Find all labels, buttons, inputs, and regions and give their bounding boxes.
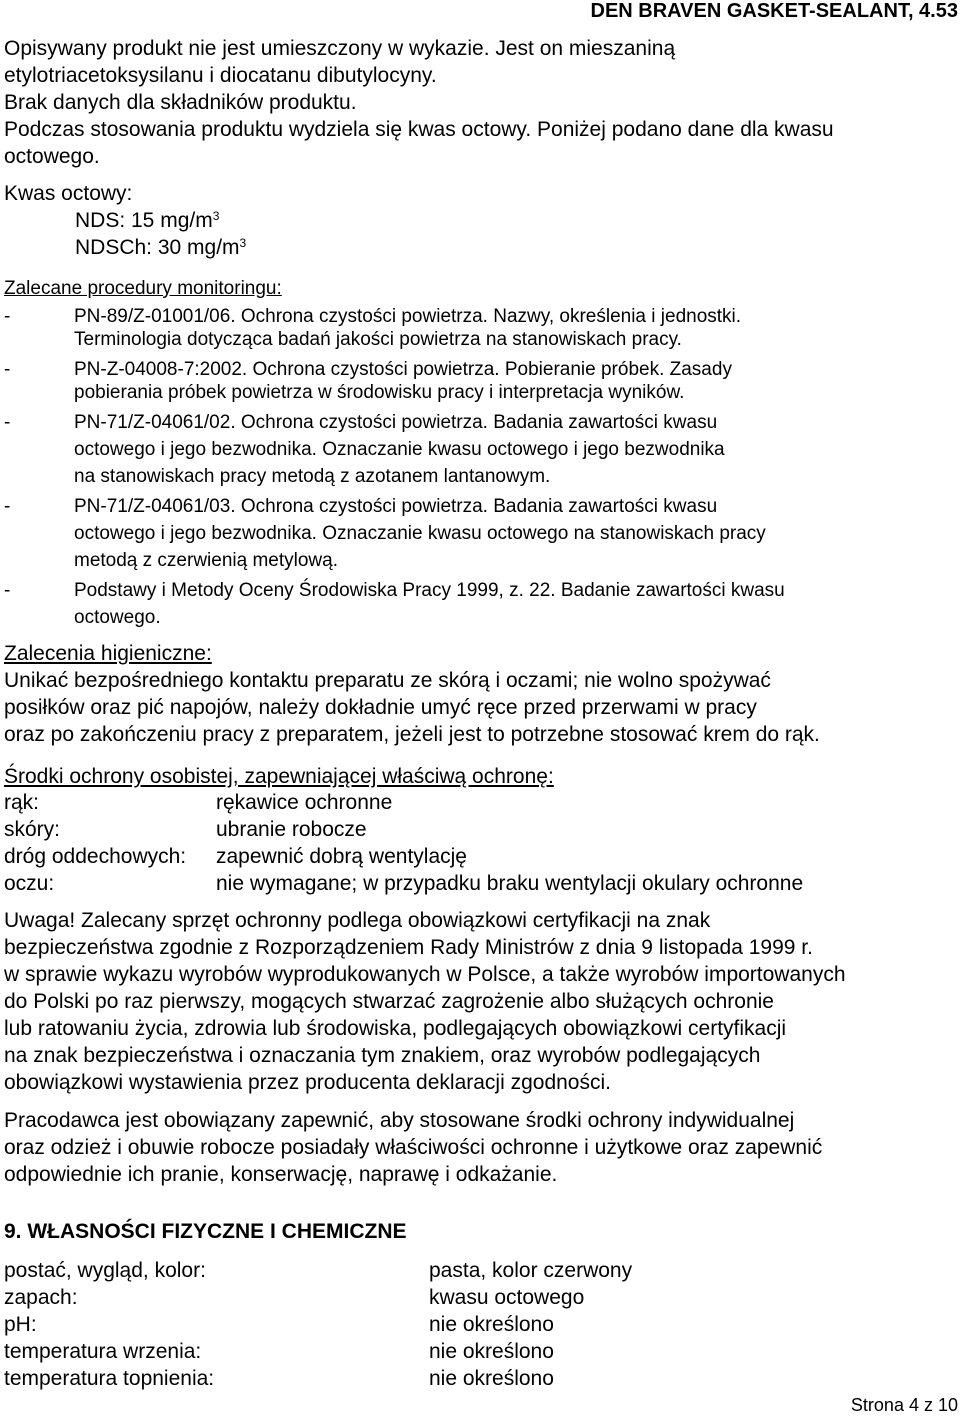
table-row: temperatura topnienia: nie określono xyxy=(4,1367,554,1390)
list-item: - Podstawy i Metody Oceny Środowiska Pracy 1999, z. 22. Badanie zawartości kwasu octowego. xyxy=(4,580,785,628)
table-row: rąk: rękawice ochronne xyxy=(4,791,393,814)
ndsch-value: NDSCh: 30 $mg/m^3$ xyxy=(75,236,247,259)
protection-heading: Środki ochrony osobistej, zapewniającej właściwą ochronę: xyxy=(4,765,554,788)
hygiene-paragraph: Unikać bezpośredniego kontaktu preparatu ze skórą i oczami; nie wolno spożywać posiłków oraz pić napojów, należy dokładnie umyć ręce przed przerwami w pracy oraz po zakończeniu pracy z preparatem, jeżeli jest to potrzebne stosować krem do rąk. xyxy=(4,669,820,746)
table-row: dróg oddechowych: zapewnić dobrą wentylację xyxy=(4,845,467,868)
intro-line: octowego. xyxy=(4,145,100,168)
table-row: skóry: ubranie robocze xyxy=(4,818,367,841)
list-dash: - xyxy=(4,359,11,380)
list-dash: - xyxy=(4,306,11,327)
list-item: - PN-89/Z-01001/06. Ochrona czystości powietrza. Nazwy, określenia i jednostki. Terminologia dotycząca badań jakości powietrza na stanowiskach pracy. xyxy=(4,306,742,350)
table-row: postać, wygląd, kolor: pasta, kolor czerwony xyxy=(4,1259,633,1282)
intro-line: Podczas stosowania produktu wydziela się kwas octowy. Poniżej podano dane dla kwasu xyxy=(4,118,834,141)
intro-paragraph xyxy=(4,35,834,170)
list-dash: - xyxy=(4,496,11,517)
table-row: oczu: nie wymagane; w przypadku braku wentylacji okulary ochronne xyxy=(4,872,804,895)
acid-title: Kwas octowy: xyxy=(4,182,133,205)
table-row: pH: nie określono xyxy=(4,1313,554,1336)
intro-line: Opisywany produkt nie jest umieszczony w wykazie. Jest on mieszaniną xyxy=(4,37,676,60)
warning-paragraph: Uwaga! Zalecany sprzęt ochronny podlega obowiązkowi certyfikacji na znak bezpieczeństwa zgodnie z Rozporządzeniem Rady Ministrów z dnia 9 listopada 1999 r. w sprawie wykazu wyrobów wyprodukowanych w Polsce, a także wyrobów importowanych do Polski po raz pierwszy, mogących stwarzać zagrożenie albo służących ochronie lub ratowaniu życia, zdrowia lub środowiska, podlegających obowiązkowi certyfikacji na znak bezpieczeństwa i oznaczania tym znakiem, oraz wyrobów podlegających obowiązkowi wystawienia przez producenta deklaracji zgodności. xyxy=(4,909,846,1094)
section-heading: 9. WŁASNOŚCI FIZYCZNE I CHEMICZNE xyxy=(4,1220,407,1243)
list-dash: - xyxy=(4,580,11,601)
table-row: zapach: kwasu octowego xyxy=(4,1286,585,1309)
list-item: - PN-Z-04008-7:2002. Ochrona czystości powietrza. Pobieranie próbek. Zasady pobierania próbek powietrza w środowisku pracy i interpretacja wyników. xyxy=(4,359,732,403)
intro-line: etylotriacetoksysilanu i diocatanu dibutylocyny. xyxy=(4,64,437,87)
monitoring-list xyxy=(4,305,785,629)
hygiene-heading: Zalecenia higieniczne: xyxy=(4,642,212,665)
list-item: - PN-71/Z-04061/02. Ochrona czystości powietrza. Badania zawartości kwasu octowego i jego bezwodnika. Oznaczanie kwasu octowego i jego bezwodnika na stanowiskach pracy metodą z azotanem lantanowym. xyxy=(4,412,725,487)
list-dash: - xyxy=(4,412,11,433)
list-item: - PN-71/Z-04061/03. Ochrona czystości powietrza. Badania zawartości kwasu octowego i jego bezwodnika. Oznaczanie kwasu octowego na stanowiskach pracy metodą z czerwienią metylową. xyxy=(4,496,766,571)
properties-table xyxy=(4,1257,632,1392)
page-number: Strona 4 z 10 xyxy=(850,1395,958,1415)
intro-line: Brak danych dla składników produktu. xyxy=(4,91,357,114)
nds-value: NDS: 15 $mg/m^3$ xyxy=(75,209,220,232)
monitoring-heading: Zalecane procedury monitoringu: xyxy=(4,278,282,299)
employer-paragraph: Pracodawca jest obowiązany zapewnić, aby stosowane środki ochrony indywidualnej oraz odzież i obuwie robocze posiadały właściwości ochronne i użytkowe oraz zapewnić odpowiednie ich pranie, konserwację, naprawę i odkażanie. xyxy=(4,1109,823,1186)
document-title: DEN BRAVEN GASKET-SEALANT, 4.53 xyxy=(590,0,958,22)
table-row: temperatura wrzenia: nie określono xyxy=(4,1340,554,1363)
protection-table xyxy=(4,789,803,897)
